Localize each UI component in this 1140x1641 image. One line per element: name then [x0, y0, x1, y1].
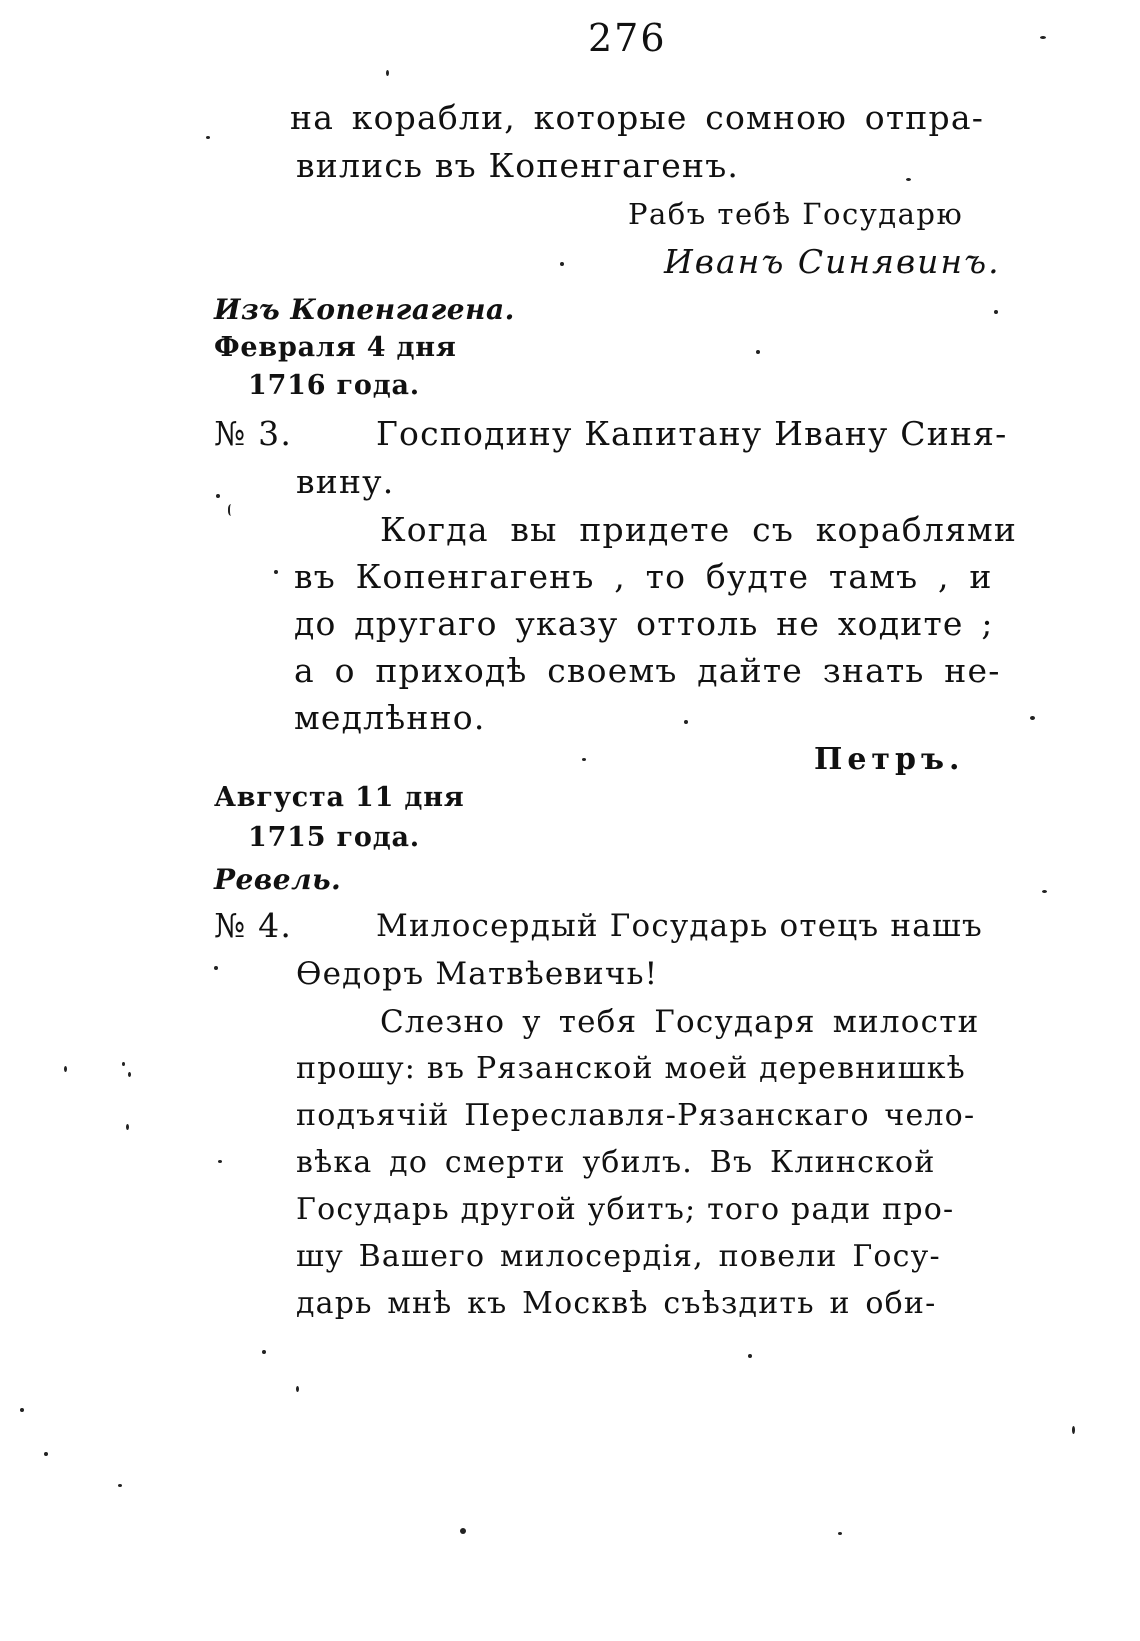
- entry4-number: № 4.: [214, 906, 293, 945]
- signature-sinyavin: Иванъ Синявинъ.: [664, 242, 1001, 281]
- scan-speck: [386, 70, 389, 76]
- scan-speck: [756, 350, 760, 354]
- entry3-place: Изъ Копенгагена.: [214, 293, 515, 326]
- scan-speck: [218, 1160, 222, 1163]
- scan-speck: [296, 1386, 299, 1392]
- scan-speck: [906, 178, 911, 181]
- scan-speck: [262, 1350, 266, 1354]
- scan-speck: [748, 1354, 752, 1358]
- entry4-date-line-2: 1715 года.: [248, 822, 420, 853]
- scan-speck: [274, 570, 278, 574]
- scan-speck: [560, 262, 564, 266]
- entry3-body-line-5: медлѣнно.: [294, 698, 486, 737]
- scan-speck: [64, 1066, 67, 1072]
- entry3-signature: Петръ.: [814, 742, 965, 777]
- scan-speck: [1072, 1426, 1075, 1434]
- continuation-line-2: вились въ Копенгагенъ.: [296, 146, 740, 185]
- entry4-body-line-2: прошу: въ Рязанской моей деревнишкѣ: [296, 1051, 966, 1086]
- entry4-body-line-3: подъячій Переславля-Рязанскаго чело-: [296, 1098, 976, 1133]
- scan-speck: [684, 720, 688, 724]
- entry4-date-line-1: Августа 11 дня: [214, 782, 465, 813]
- entry4-body-line-1: Слезно у тебя Государя милости: [380, 1004, 980, 1040]
- entry4-body-line-7: дарь мнѣ къ Москвѣ съѣздить и оби-: [296, 1286, 937, 1321]
- entry4-salutation-line-1: Милосердый Государь отецъ нашъ: [376, 908, 983, 944]
- scan-speck: [228, 504, 236, 516]
- entry4-salutation-line-2: Ѳедоръ Матвѣевичь!: [296, 956, 659, 992]
- scan-speck: [214, 966, 218, 970]
- scan-speck: [20, 1408, 24, 1412]
- entry3-body-line-2: въ Копенгагенъ , то будте тамъ , и: [294, 557, 993, 596]
- scan-speck: [128, 1072, 131, 1077]
- scan-speck: [582, 758, 586, 761]
- entry3-addressee-line-2: вину.: [296, 462, 395, 501]
- scan-speck: [1042, 890, 1047, 893]
- scan-speck: [994, 310, 998, 314]
- continuation-line-1: на корабли, которые сомною отпра-: [290, 98, 985, 137]
- closing-formula: Рабъ тебѣ Государю: [628, 197, 964, 231]
- entry4-body-line-6: шу Вашего милосердія, повели Госу-: [296, 1239, 941, 1274]
- entry4-body-line-5: Государь другой убитъ; того ради про-: [296, 1192, 955, 1227]
- entry3-number: № 3.: [214, 414, 293, 453]
- page-number: 276: [588, 16, 667, 60]
- scan-speck: [44, 1452, 48, 1456]
- entry3-body-line-4: а о приходѣ своемъ дайте знать не-: [294, 651, 1001, 690]
- scan-speck: [838, 1532, 842, 1535]
- scan-speck: [216, 494, 220, 498]
- entry4-place: Ревель.: [214, 863, 342, 896]
- scan-speck: [126, 1124, 129, 1130]
- scan-speck: [122, 1062, 125, 1066]
- entry4-body-line-4: вѣка до смерти убилъ. Въ Клинской: [296, 1145, 936, 1180]
- scan-speck: [460, 1528, 466, 1534]
- scan-speck: [1040, 36, 1046, 39]
- entry3-body-line-3: до другаго указу оттоль не ходите ;: [294, 604, 994, 643]
- scan-speck: [118, 1484, 122, 1487]
- scan-speck: [206, 136, 210, 139]
- entry3-addressee-line-1: Господину Капитану Ивану Синя-: [376, 414, 1008, 453]
- entry3-date-line-2: 1716 года.: [248, 370, 420, 401]
- entry3-body-line-1: Когда вы придете съ кораблями: [380, 510, 1018, 549]
- scan-speck: [1030, 716, 1035, 720]
- entry3-date-line-1: Февраля 4 дня: [214, 332, 457, 363]
